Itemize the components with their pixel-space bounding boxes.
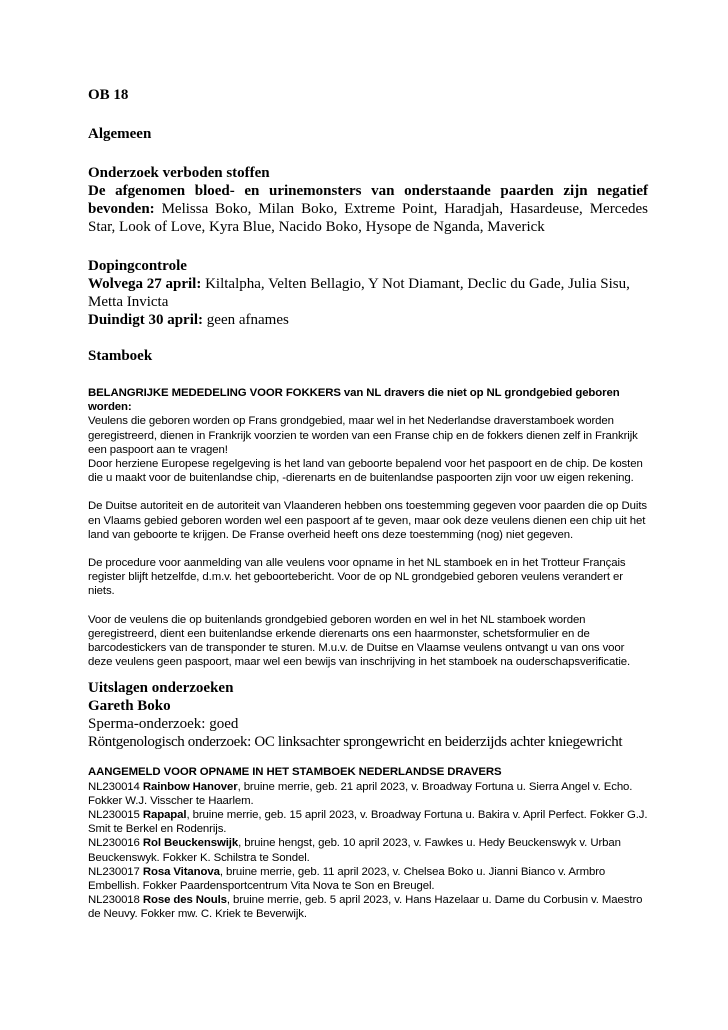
registration-number: NL230015 <box>88 809 143 822</box>
registration-item <box>88 808 648 836</box>
registration-details: , bruine merrie, geb. 11 april 2023, v. Chelsea Boko u. Jianni Bianco v. Armbro Embellish. Fokker Paardensportcentrum Vita Nova te Son en Breugel. <box>88 865 606 893</box>
duindigt-text: geen afnames <box>203 312 289 328</box>
registration-horse-name: Rose des Nouls <box>142 894 227 907</box>
doping-section <box>88 257 648 329</box>
studbook-paragraph-1b: Door herziene Europese regelgeving is het land van geboorte bepalend voor het paspoort en de chip. De kosten die u maakt voor de buitenlandse chip, -dierenarts en de buitenlandse paspoorten zijn voor uw eigen rekening. <box>88 458 643 485</box>
results-section <box>88 679 648 751</box>
substances-section <box>88 164 648 236</box>
registration-number: NL230014 <box>88 780 143 793</box>
wolvega-horses: Kiltalpha, Velten Bellagio, Y Not Diamant, Declic du Gade, Julia Sisu, Metta Invicta <box>88 276 630 310</box>
doping-wolvega <box>88 275 648 311</box>
general-heading: Algemeen <box>88 126 152 142</box>
substances-text <box>88 182 648 236</box>
studbook-paragraph-4: Voor de veulens die op buitenlands grondgebied geboren worden en wel in het NL stamboek worden geregistreerd, dient een buitenlandse erkende dierenarts ons een haarmonster, schetsformulier en de barcodestickers van de transponder te sturen. M.u.v. de Duitse en Vlaamse veulens ontvangt u van ons voor deze veulens geen paspoort, maar wel een bewijs van inschrijving in het stamboek na ouderschapsverificatie. <box>88 613 631 669</box>
studbook-paragraph-3: De procedure voor aanmelding van alle veulens voor opname in het NL stamboek en in het Trotteur Français register blijft hetzelfde, d.m.v. het geboortebericht. Voor de op NL grondgebied geboren veulens verandert er niets. <box>88 557 626 598</box>
registration-item <box>88 865 648 893</box>
registration-item <box>88 893 648 921</box>
substances-heading: Onderzoek verboden stoffen <box>88 165 270 181</box>
registrations-list <box>88 780 648 922</box>
substances-lead: De afgenomen bloed- en urinemonsters van onderstaande paarden zijn negatief bevonden: <box>88 183 648 217</box>
document-page <box>88 86 648 922</box>
registration-item <box>88 780 648 808</box>
substances-horses: Melissa Boko, Milan Boko, Extreme Point, Haradjah, Hasardeuse, Mercedes Star, Look of Love, Kyra Blue, Nacido Boko, Hysope de Nganda, Maverick <box>88 201 648 235</box>
registration-details: , bruine merrie, geb. 15 april 2023, v. Broadway Fortuna u. Bakira v. April Perfect. Fokker G.J. Smit te Berkel en Rodenrijs. <box>88 809 648 836</box>
registration-horse-name: Rainbow Hanover <box>142 780 238 793</box>
registration-number: NL230018 <box>88 894 143 907</box>
registration-number: NL230016 <box>88 837 143 850</box>
results-xray: Röntgenologisch onderzoek: OC linksachter sprongewricht en beiderzijds achter kniegewricht <box>88 734 623 751</box>
results-heading: Uitslagen onderzoeken <box>88 680 234 697</box>
wolvega-label: Wolvega 27 april: <box>88 276 202 292</box>
duindigt-label: Duindigt 30 april: <box>88 312 204 328</box>
results-horse: Gareth Boko <box>88 698 171 715</box>
registrations-heading: AANGEMELD VOOR OPNAME IN HET STAMBOEK NEDERLANDSE DRAVERS <box>88 766 502 779</box>
document-id: OB 18 <box>88 87 129 103</box>
registration-horse-name: Rol Beuckenswijk <box>142 837 239 850</box>
studbook-heading: Stamboek <box>88 348 153 364</box>
doping-heading: Dopingcontrole <box>88 258 187 274</box>
studbook-section <box>88 347 648 669</box>
registration-item <box>88 836 648 864</box>
registration-details: , bruine hengst, geb. 10 april 2023, v. Fawkes u. Hedy Beuckenswyk v. Urban Beuckenswyk. Fokker K. Schilstra te Sondel. <box>88 837 621 864</box>
registration-horse-name: Rosa Vitanova <box>142 865 220 878</box>
registration-number: NL230017 <box>88 865 143 878</box>
registration-details: , bruine merrie, geb. 21 april 2023, v. Broadway Fortuna u. Sierra Angel v. Echo. Fokker W.J. Visscher te Haarlem. <box>88 780 633 807</box>
results-sperm: Sperma-onderzoek: goed <box>88 716 239 733</box>
announcement-title: BELANGRIJKE MEDEDELING VOOR FOKKERS van NL dravers die niet op NL grondgebied geboren worden: <box>88 387 620 414</box>
registration-details: , bruine merrie, geb. 5 april 2023, v. Hans Hazelaar u. Dame du Corbusin v. Maestro de Neuvy. Fokker mw. C. Kriek te Beverwijk. <box>88 894 643 921</box>
studbook-paragraph-2: De Duitse autoriteit en de autoriteit van Vlaanderen hebben ons toestemming gegeven voor paarden die op Duits en Vlaams gebied geboren worden wel een paspoort af te geven, maar ook deze veulens dienen een chip uit het land van geboorte te krijgen. De Franse overheid heeft ons deze toestemming (nog) niet gegeven. <box>88 500 648 541</box>
registration-horse-name: Rapapal <box>142 809 187 822</box>
studbook-paragraph-1a: Veulens die geboren worden op Frans grondgebied, maar wel in het Nederlandse draverstamboek worden geregistreerd, dienen in Frankrijk voorzien te worden van een Franse chip en de fokkers dienen zelf in Frankrijk een paspoort aan te vragen! <box>88 415 638 456</box>
doping-duindigt <box>88 311 648 329</box>
registrations-section <box>88 765 648 921</box>
